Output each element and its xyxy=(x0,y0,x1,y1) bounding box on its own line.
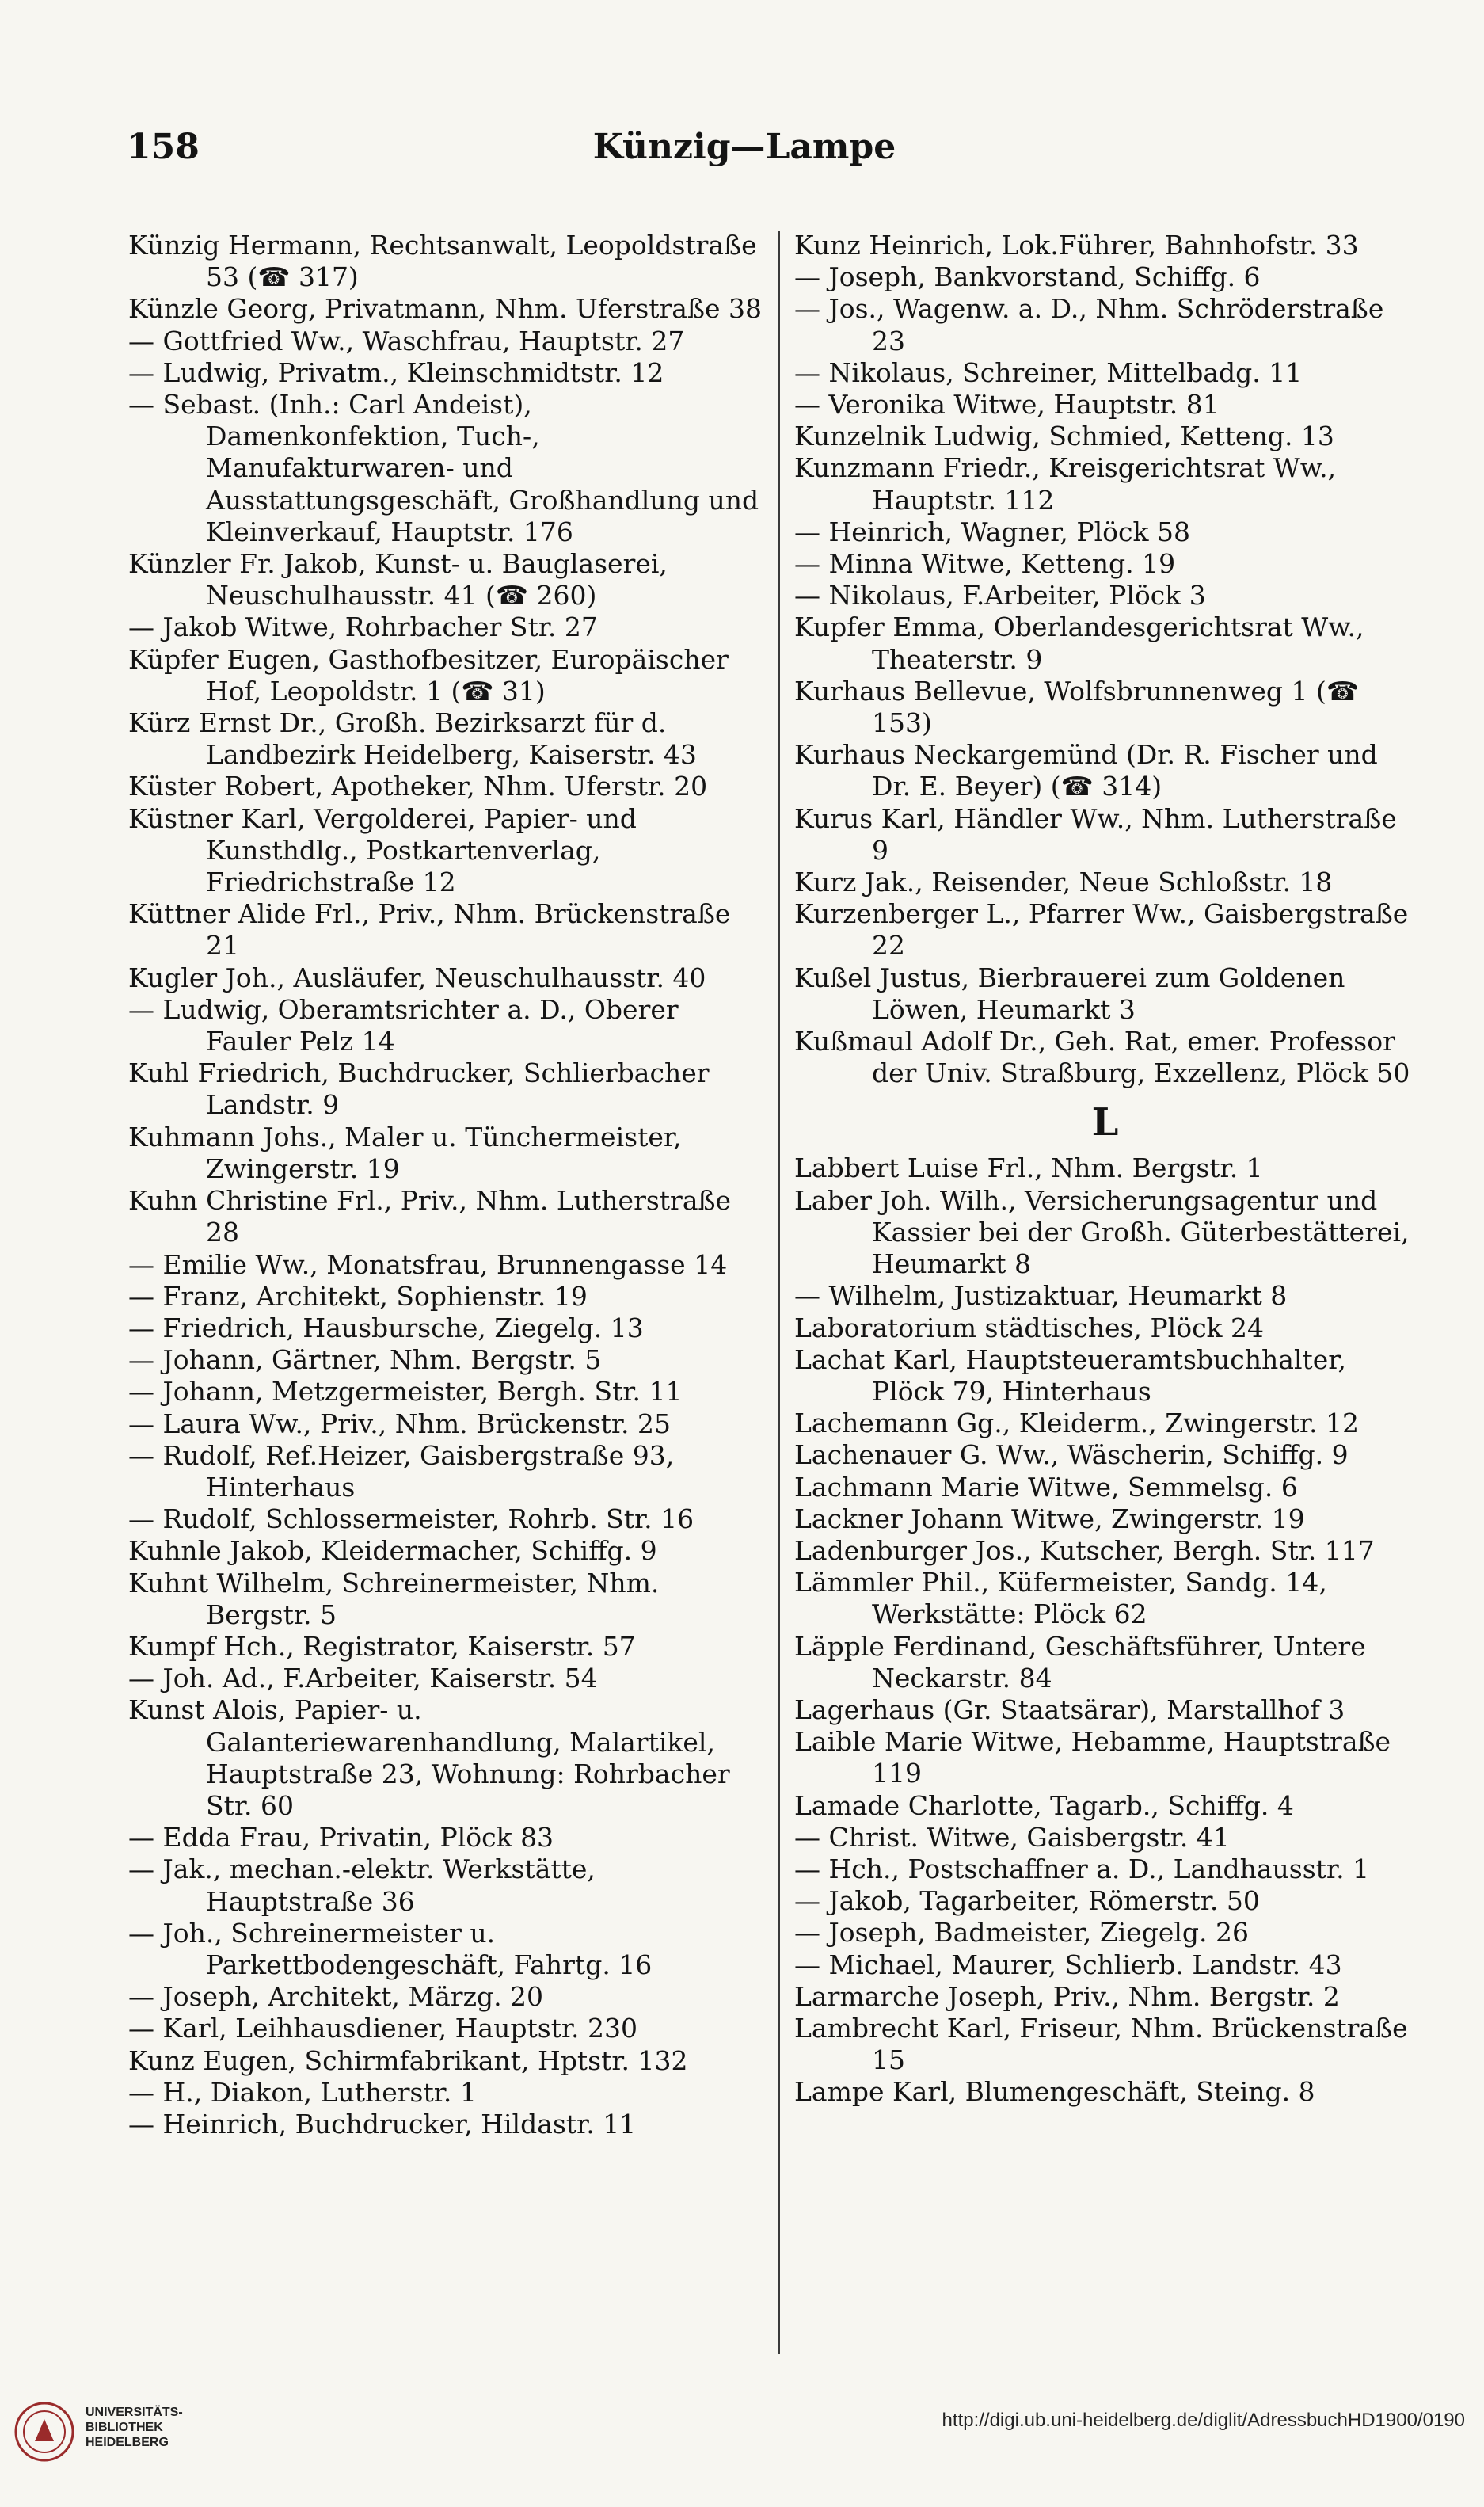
directory-entry: Kunzelnik Ludwig, Schmied, Ketteng. 13 xyxy=(794,421,1334,452)
directory-entry: Kürz Ernst Dr., Großh. Bezirksarzt für d. Landbezirk Heidelberg, Kaiserstr. 43 xyxy=(128,707,697,771)
right-column-l-entries xyxy=(794,1153,1416,2108)
page-number: 158 xyxy=(127,127,200,167)
directory-entry: — H., Diakon, Lutherstr. 1 xyxy=(128,2076,477,2108)
directory-entry: Kuhn Christine Frl., Priv., Nhm. Lutherstraße 28 xyxy=(128,1185,732,1248)
directory-entry: — Heinrich, Buchdrucker, Hildastr. 11 xyxy=(128,2108,637,2139)
directory-entry: — Joh., Schreinermeister u. Parkettbodengeschäft, Fahrtg. 16 xyxy=(128,1917,653,1980)
directory-entry: Lachmann Marie Witwe, Semmelsg. 6 xyxy=(794,1471,1298,1503)
university-seal-logo xyxy=(14,2402,74,2462)
directory-entry: Laible Marie Witwe, Hebamme, Hauptstraße 119 xyxy=(794,1726,1391,1789)
directory-entry: Künzle Georg, Privatmann, Nhm. Uferstraße 38 xyxy=(128,293,763,325)
directory-entry: — Ludwig, Privatm., Kleinschmidtstr. 12 xyxy=(128,356,664,388)
source-url[interactable]: http://digi.ub.uni-heidelberg.de/diglit/AdressbuchHD1900/0190 xyxy=(942,2410,1465,2431)
left-column xyxy=(128,230,770,2140)
directory-entry: Küpfer Eugen, Gasthofbesitzer, Europäischer Hof, Leopoldstr. 1 (☎ 31) xyxy=(128,643,729,707)
directory-entry: — Joseph, Architekt, Märzg. 20 xyxy=(128,1981,544,2013)
directory-entry: — Nikolaus, F.Arbeiter, Plöck 3 xyxy=(794,580,1206,612)
directory-entry: — Rudolf, Ref.Heizer, Gaisbergstraße 93, Hinterhaus xyxy=(128,1439,675,1503)
directory-entry: — Jakob Witwe, Rohrbacher Str. 27 xyxy=(128,612,598,643)
directory-entry: Kunz Heinrich, Lok.Führer, Bahnhofstr. 33 xyxy=(794,230,1359,261)
directory-entry: — Johann, Metzgermeister, Bergh. Str. 11 xyxy=(128,1376,683,1408)
directory-entry: — Joh. Ad., F.Arbeiter, Kaiserstr. 54 xyxy=(128,1663,598,1694)
directory-entry: — Emilie Ww., Monatsfrau, Brunnengasse 14 xyxy=(128,1248,728,1280)
directory-entry: Kunz Eugen, Schirmfabrikant, Hptstr. 132 xyxy=(128,2044,688,2076)
directory-entry: Kuhnle Jakob, Kleidermacher, Schiffg. 9 xyxy=(128,1535,657,1567)
directory-entry: Kußel Justus, Bierbrauerei zum Goldenen Löwen, Heumarkt 3 xyxy=(794,962,1345,1025)
directory-entry: Lachemann Gg., Kleiderm., Zwingerstr. 12 xyxy=(794,1408,1359,1439)
directory-entry: Küster Robert, Apotheker, Nhm. Uferstr. 20 xyxy=(128,771,708,802)
directory-entry: — Franz, Architekt, Sophienstr. 19 xyxy=(128,1280,588,1312)
directory-entry: Lachat Karl, Hauptsteueramtsbuchhalter, Plöck 79, Hinterhaus xyxy=(794,1343,1346,1407)
section-letter-heading: L xyxy=(1091,1100,1119,1145)
directory-entry: — Veronika Witwe, Hauptstr. 81 xyxy=(794,389,1220,421)
directory-entry: — Jos., Wagenw. a. D., Nhm. Schröderstraße 23 xyxy=(794,293,1384,356)
directory-entry: — Ludwig, Oberamtsrichter a. D., Oberer Fauler Pelz 14 xyxy=(128,993,679,1057)
directory-entry: — Christ. Witwe, Gaisbergstr. 41 xyxy=(794,1821,1230,1853)
directory-entry: Kupfer Emma, Oberlandesgerichtsrat Ww., Theaterstr. 9 xyxy=(794,612,1364,675)
directory-entry: Lagerhaus (Gr. Staatsärar), Marstallhof 3 xyxy=(794,1694,1345,1725)
page-footer xyxy=(0,2368,1484,2507)
directory-entry: Küttner Alide Frl., Priv., Nhm. Brückenstraße 21 xyxy=(128,898,731,962)
directory-entry: Kußmaul Adolf Dr., Geh. Rat, emer. Professor der Univ. Straßburg, Exzellenz, Plöck 50 xyxy=(794,1026,1410,1089)
directory-entry: — Jakob, Tagarbeiter, Römerstr. 50 xyxy=(794,1885,1260,1917)
directory-entry: Ladenburger Jos., Kutscher, Bergh. Str. 117 xyxy=(794,1534,1375,1566)
directory-entry: — Rudolf, Schlossermeister, Rohrb. Str. 16 xyxy=(128,1503,694,1535)
directory-entry: — Hch., Postschaffner a. D., Landhausstr. 1 xyxy=(794,1853,1370,1884)
directory-entry: Lachenauer G. Ww., Wäscherin, Schiffg. 9 xyxy=(794,1439,1349,1471)
running-title: Künzig—Lampe xyxy=(592,127,896,167)
directory-entry: Kunzmann Friedr., Kreisgerichtsrat Ww., Hauptstr. 112 xyxy=(794,452,1337,516)
directory-entry: Laber Joh. Wilh., Versicherungsagentur und Kassier bei der Großh. Güterbestätterei, Heumarkt 8 xyxy=(794,1184,1410,1280)
directory-entry: — Joseph, Badmeister, Ziegelg. 26 xyxy=(794,1917,1250,1949)
right-column-k-entries xyxy=(794,230,1416,1089)
directory-entry: — Nikolaus, Schreiner, Mittelbadg. 11 xyxy=(794,356,1303,388)
directory-entry: — Johann, Gärtner, Nhm. Bergstr. 5 xyxy=(128,1344,602,1376)
directory-entry: Läpple Ferdinand, Geschäftsführer, Untere Neckarstr. 84 xyxy=(794,1630,1366,1694)
directory-entry: Kurzenberger L., Pfarrer Ww., Gaisbergstraße 22 xyxy=(794,898,1409,962)
directory-entry: Kurhaus Bellevue, Wolfsbrunnenweg 1 (☎ 153) xyxy=(794,675,1359,739)
directory-entry: Kumpf Hch., Registrator, Kaiserstr. 57 xyxy=(128,1630,636,1662)
directory-entry: — Wilhelm, Justizaktuar, Heumarkt 8 xyxy=(794,1280,1288,1312)
directory-entry: Kunst Alois, Papier- u. Galanteriewarenhandlung, Malartikel, Hauptstraße 23, Wohnung: Rohrbacher Str. 60 xyxy=(128,1694,730,1821)
directory-entry: Kugler Joh., Ausläufer, Neuschulhausstr. 40 xyxy=(128,962,706,993)
directory-entry: — Friedrich, Hausbursche, Ziegelg. 13 xyxy=(128,1312,644,1343)
directory-entry: Lambrecht Karl, Friseur, Nhm. Brückenstraße 15 xyxy=(794,2012,1408,2076)
directory-entry: Kuhnt Wilhelm, Schreinermeister, Nhm. Bergstr. 5 xyxy=(128,1567,660,1630)
directory-entry: — Laura Ww., Priv., Nhm. Brückenstr. 25 xyxy=(128,1408,671,1439)
page-header xyxy=(127,127,1362,190)
directory-entry: Küstner Karl, Vergolderei, Papier- und Kunsthdlg., Postkartenverlag, Friedrichstraße 12 xyxy=(128,802,637,898)
directory-entry: — Heinrich, Wagner, Plöck 58 xyxy=(794,516,1190,547)
right-column xyxy=(794,230,1416,2109)
directory-entry: — Sebast. (Inh.: Carl Andeist), Damenkonfektion, Tuch-, Manufakturwaren- und Ausstattungsgeschäft, Großhandlung und Kleinverkauf, Hauptstr. 176 xyxy=(128,389,759,547)
directory-entry: — Edda Frau, Privatin, Plöck 83 xyxy=(128,1822,554,1854)
directory-entry: Künzig Hermann, Rechtsanwalt, Leopoldstraße 53 (☎ 317) xyxy=(128,230,757,293)
directory-entry: Labbert Luise Frl., Nhm. Bergstr. 1 xyxy=(794,1153,1263,1184)
directory-entry: Lackner Johann Witwe, Zwingerstr. 19 xyxy=(794,1503,1305,1534)
directory-entry: — Michael, Maurer, Schlierb. Landstr. 43 xyxy=(794,1949,1342,1980)
directory-entry: — Minna Witwe, Ketteng. 19 xyxy=(794,548,1176,580)
directory-entry: — Karl, Leihhausdiener, Hauptstr. 230 xyxy=(128,2013,638,2044)
directory-entry: — Gottfried Ww., Waschfrau, Hauptstr. 27 xyxy=(128,325,685,356)
directory-entry: Lamade Charlotte, Tagarb., Schiffg. 4 xyxy=(794,1789,1294,1821)
directory-entry: Kuhl Friedrich, Buchdrucker, Schlierbacher Landstr. 9 xyxy=(128,1057,710,1121)
directory-entry: — Jak., mechan.-elektr. Werkstätte, Hauptstraße 36 xyxy=(128,1854,596,1917)
directory-entry: Laboratorium städtisches, Plöck 24 xyxy=(794,1312,1265,1343)
directory-entry: Lampe Karl, Blumengeschäft, Steing. 8 xyxy=(794,2076,1315,2108)
directory-entry: Kuhmann Johs., Maler u. Tünchermeister, Zwingerstr. 19 xyxy=(128,1121,682,1184)
directory-entry: Lämmler Phil., Küfermeister, Sandg. 14, Werkstätte: Plöck 62 xyxy=(794,1567,1327,1630)
library-name: UNIVERSITÄTS- BIBLIOTHEK HEIDELBERG xyxy=(86,2406,183,2449)
directory-entry: Künzler Fr. Jakob, Kunst- u. Bauglaserei, Neuschulhausstr. 41 (☎ 260) xyxy=(128,548,668,612)
column-divider xyxy=(778,231,780,2354)
directory-entry: Larmarche Joseph, Priv., Nhm. Bergstr. 2 xyxy=(794,1980,1340,2012)
directory-entry: Kurhaus Neckargemünd (Dr. R. Fischer und Dr. E. Beyer) (☎ 314) xyxy=(794,739,1378,802)
directory-entry: Kurz Jak., Reisender, Neue Schloßstr. 18 xyxy=(794,867,1333,898)
directory-entry: Kurus Karl, Händler Ww., Nhm. Lutherstraße 9 xyxy=(794,802,1397,866)
directory-entry: — Joseph, Bankvorstand, Schiffg. 6 xyxy=(794,261,1261,293)
